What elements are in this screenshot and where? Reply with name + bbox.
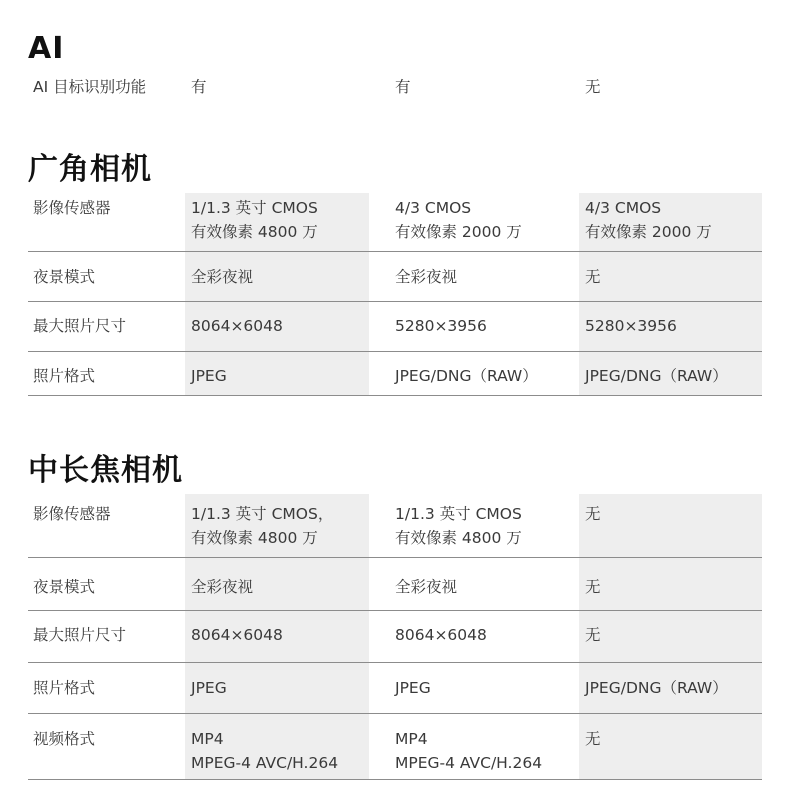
cell-value: 8064×6048 [191, 626, 283, 644]
row-divider [28, 395, 762, 396]
cell-value: JPEG/DNG（RAW） [585, 367, 728, 385]
cell-value: 全彩夜视 [191, 268, 254, 286]
row-label: 视频格式 [33, 730, 96, 748]
cell-value: 1/1.3 英寸 CMOS 有效像素 4800 万 [191, 199, 318, 241]
cell-value: JPEG/DNG（RAW） [585, 679, 728, 697]
cell-value: 5280×3956 [395, 317, 487, 335]
cell-value: 全彩夜视 [395, 268, 458, 286]
row-label: AI 目标识别功能 [33, 78, 147, 96]
tele-camera-section-title: 中长焦相机 [28, 453, 183, 488]
cell-value: 无 [585, 626, 601, 644]
cell-value: 1/1.3 英寸 CMOS 有效像素 4800 万 [395, 505, 522, 547]
row-label: 最大照片尺寸 [33, 317, 127, 335]
row-divider [28, 779, 762, 780]
cell-value: 8064×6048 [191, 317, 283, 335]
cell-value: JPEG [191, 679, 227, 697]
row-divider [28, 557, 762, 558]
row-label: 影像传感器 [33, 199, 111, 217]
tele-col3-shade [579, 494, 762, 779]
cell-value: 无 [585, 578, 601, 596]
row-label: 照片格式 [33, 679, 96, 697]
cell-value: 全彩夜视 [395, 578, 458, 596]
cell-value: 无 [585, 78, 601, 96]
cell-value: 8064×6048 [395, 626, 487, 644]
cell-value: MP4 MPEG-4 AVC/H.264 [191, 730, 339, 772]
cell-value: 有 [395, 78, 411, 96]
wide-camera-section-title: 广角相机 [28, 152, 152, 187]
cell-value: JPEG [191, 367, 227, 385]
row-label: 夜景模式 [33, 268, 96, 286]
row-label: 照片格式 [33, 367, 96, 385]
cell-value: MP4 MPEG-4 AVC/H.264 [395, 730, 543, 772]
cell-value: 全彩夜视 [191, 578, 254, 596]
cell-value: 4/3 CMOS 有效像素 2000 万 [395, 199, 522, 241]
cell-value: 无 [585, 730, 601, 748]
row-label: 影像传感器 [33, 505, 111, 523]
cell-value: 有 [191, 78, 207, 96]
ai-section-title: AI [28, 31, 65, 66]
cell-value: 无 [585, 505, 601, 523]
cell-value: JPEG/DNG（RAW） [395, 367, 538, 385]
row-divider [28, 713, 762, 714]
cell-value: 1/1.3 英寸 CMOS， 有效像素 4800 万 [191, 505, 334, 547]
row-divider [28, 610, 762, 611]
row-label: 最大照片尺寸 [33, 626, 127, 644]
cell-value: 无 [585, 268, 601, 286]
cell-value: 5280×3956 [585, 317, 677, 335]
cell-value: JPEG [395, 679, 431, 697]
row-label: 夜景模式 [33, 578, 96, 596]
row-divider [28, 351, 762, 352]
row-divider [28, 251, 762, 252]
row-divider [28, 662, 762, 663]
cell-value: 4/3 CMOS 有效像素 2000 万 [585, 199, 712, 241]
row-divider [28, 301, 762, 302]
